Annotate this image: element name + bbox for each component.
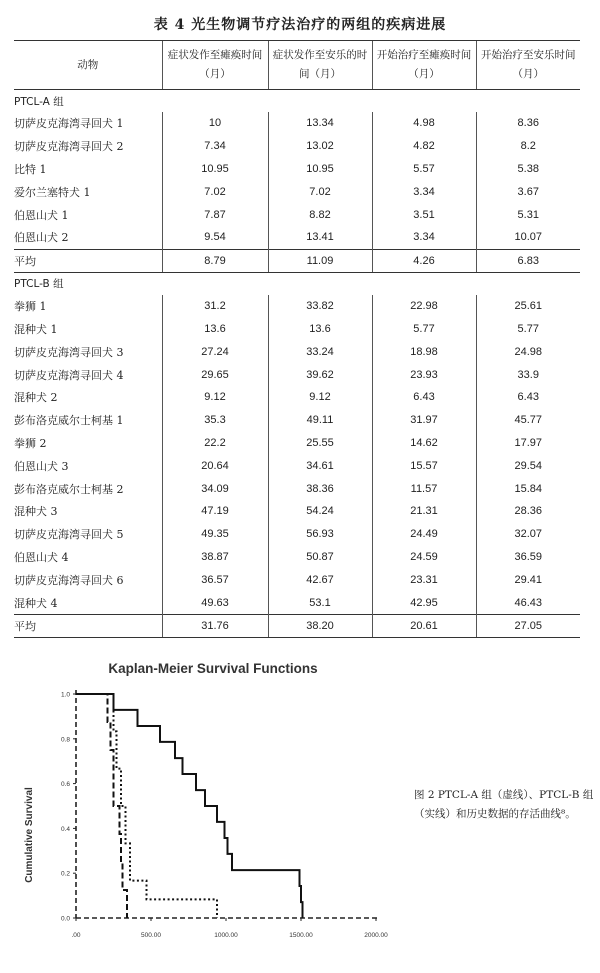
value-cell: 7.02 [268, 180, 372, 203]
average-value: 4.26 [372, 249, 476, 272]
value-cell: 27.24 [162, 340, 268, 363]
animal-name-cell: 拳狮 2 [14, 436, 47, 450]
value-cell: 5.38 [476, 158, 580, 181]
animal-name-cell: 混种犬 1 [14, 322, 58, 336]
header-treatment-to-paralysis: 开始治疗至瘫痪时间（月） [372, 41, 476, 90]
animal-name-cell: 混种犬 2 [14, 391, 58, 405]
value-cell: 56.93 [268, 523, 372, 546]
value-cell: 4.82 [372, 135, 476, 158]
value-cell: 21.31 [372, 500, 476, 523]
value-cell: 5.77 [372, 318, 476, 341]
group-label-row [14, 272, 580, 295]
value-cell: 18.98 [372, 340, 476, 363]
value-cell: 36.59 [476, 546, 580, 569]
table-row [14, 591, 580, 614]
value-cell: 38.36 [268, 477, 372, 500]
value-cell: 3.51 [372, 203, 476, 226]
value-cell: 7.34 [162, 135, 268, 158]
animal-name-cell: 切萨皮克海湾寻回犬 3 [14, 345, 124, 359]
survival-curve-dotted [76, 694, 217, 918]
progression-table [14, 40, 580, 638]
value-cell: 23.31 [372, 568, 476, 591]
x-tick-label: 2000.00 [364, 932, 388, 939]
value-cell: 24.98 [476, 340, 580, 363]
table-row [14, 454, 580, 477]
value-cell: 29.65 [162, 363, 268, 386]
table-header-row [14, 41, 580, 90]
value-cell: 13.02 [268, 135, 372, 158]
value-cell: 13.41 [268, 226, 372, 249]
value-cell: 29.41 [476, 568, 580, 591]
value-cell: 36.57 [162, 568, 268, 591]
animal-name-cell: 切萨皮克海湾寻回犬 6 [14, 573, 124, 587]
table-row [14, 432, 580, 455]
value-cell: 53.1 [268, 591, 372, 614]
value-cell: 29.54 [476, 454, 580, 477]
table-row [14, 568, 580, 591]
value-cell: 22.98 [372, 295, 476, 318]
value-cell: 13.34 [268, 112, 372, 135]
header-treatment-to-euthanasia: 开始治疗至安乐时间（月） [476, 41, 580, 90]
value-cell: 5.57 [372, 158, 476, 181]
kaplan-meier-chart [18, 650, 398, 950]
table-row [14, 180, 580, 203]
table-row [14, 409, 580, 432]
table-row [14, 363, 580, 386]
chart-title: Kaplan-Meier Survival Functions [108, 661, 318, 676]
group-label: PTCL-B 组 [14, 278, 64, 291]
value-cell: 25.55 [268, 432, 372, 455]
value-cell: 42.67 [268, 568, 372, 591]
value-cell: 22.2 [162, 432, 268, 455]
y-tick-label: 0.6 [60, 781, 70, 789]
animal-name-cell: 切萨皮克海湾寻回犬 5 [14, 528, 124, 542]
animal-name-cell: 切萨皮克海湾寻回犬 1 [14, 117, 124, 131]
value-cell: 32.07 [476, 523, 580, 546]
y-axis-label: Cumulative Survival [24, 787, 35, 883]
value-cell: 15.57 [372, 454, 476, 477]
header-onset-to-paralysis: 症状发作至瘫痪时间（月） [162, 41, 268, 90]
value-cell: 35.3 [162, 409, 268, 432]
chart-curves [76, 694, 303, 918]
y-tick-label: 0.0 [60, 915, 70, 923]
table-row [14, 203, 580, 226]
y-tick-label: 0.4 [60, 825, 70, 833]
value-cell: 10.95 [268, 158, 372, 181]
value-cell: 50.87 [268, 546, 372, 569]
x-tick-label: 1500.00 [289, 932, 313, 939]
value-cell: 24.49 [372, 523, 476, 546]
animal-name-cell: 伯恩山犬 2 [14, 231, 69, 245]
animal-name-cell: 彭布洛克威尔士柯基 2 [14, 482, 124, 496]
table-row [14, 386, 580, 409]
animal-name-cell: 切萨皮克海湾寻回犬 4 [14, 368, 124, 382]
average-value: 31.76 [162, 614, 268, 637]
animal-name-cell: 彭布洛克威尔士柯基 1 [14, 414, 124, 428]
value-cell: 33.24 [268, 340, 372, 363]
animal-name-cell: 伯恩山犬 1 [14, 208, 69, 222]
value-cell: 10 [162, 112, 268, 135]
value-cell: 20.64 [162, 454, 268, 477]
value-cell: 49.11 [268, 409, 372, 432]
table-row [14, 226, 580, 249]
average-row [14, 614, 580, 637]
average-label: 平均 [14, 614, 162, 637]
value-cell: 33.9 [476, 363, 580, 386]
value-cell: 54.24 [268, 500, 372, 523]
value-cell: 8.82 [268, 203, 372, 226]
animal-name-cell: 伯恩山犬 3 [14, 459, 69, 473]
value-cell: 28.36 [476, 500, 580, 523]
average-value: 38.20 [268, 614, 372, 637]
average-value: 20.61 [372, 614, 476, 637]
x-tick-label: 1000.00 [214, 932, 238, 939]
table-row [14, 546, 580, 569]
group-label: PTCL-A 组 [14, 95, 64, 108]
value-cell: 5.77 [476, 318, 580, 341]
table-row [14, 523, 580, 546]
animal-name-cell: 爱尔兰塞特犬 1 [14, 185, 91, 199]
x-tick-label: 500.00 [141, 932, 161, 939]
value-cell: 3.67 [476, 180, 580, 203]
value-cell: 49.63 [162, 591, 268, 614]
figure-caption: 图 2 PTCL-A 组（虚线）、PTCL-B 组（实线）和历史数据的存活曲线⁸。 [414, 789, 594, 820]
value-cell: 17.97 [476, 432, 580, 455]
value-cell: 7.02 [162, 180, 268, 203]
table-row [14, 340, 580, 363]
animal-name-cell: 混种犬 3 [14, 505, 58, 519]
y-tick-label: 0.2 [60, 870, 70, 878]
value-cell: 42.95 [372, 591, 476, 614]
average-row [14, 249, 580, 272]
table-row [14, 112, 580, 135]
header-onset-to-euthanasia: 症状发作至安乐的时间（月） [268, 41, 372, 90]
value-cell: 47.19 [162, 500, 268, 523]
value-cell: 9.12 [162, 386, 268, 409]
table-row [14, 158, 580, 181]
group-label-row [14, 90, 580, 113]
value-cell: 9.12 [268, 386, 372, 409]
table-row [14, 318, 580, 341]
average-value: 8.79 [162, 249, 268, 272]
value-cell: 8.2 [476, 135, 580, 158]
table-row [14, 295, 580, 318]
value-cell: 38.87 [162, 546, 268, 569]
value-cell: 33.82 [268, 295, 372, 318]
value-cell: 14.62 [372, 432, 476, 455]
table-body [14, 90, 580, 638]
animal-name-cell: 比特 1 [14, 162, 47, 176]
value-cell: 9.54 [162, 226, 268, 249]
value-cell: 4.98 [372, 112, 476, 135]
value-cell: 10.95 [162, 158, 268, 181]
value-cell: 13.6 [162, 318, 268, 341]
value-cell: 15.84 [476, 477, 580, 500]
value-cell: 6.43 [476, 386, 580, 409]
value-cell: 31.97 [372, 409, 476, 432]
average-value: 27.05 [476, 614, 580, 637]
value-cell: 7.87 [162, 203, 268, 226]
table-title: 表 4 光生物调节疗法治疗的两组的疾病进展 [153, 17, 447, 33]
value-cell: 34.09 [162, 477, 268, 500]
table-row [14, 500, 580, 523]
average-label: 平均 [14, 249, 162, 272]
value-cell: 6.43 [372, 386, 476, 409]
y-tick-label: 0.8 [60, 736, 70, 744]
value-cell: 34.61 [268, 454, 372, 477]
value-cell: 10.07 [476, 226, 580, 249]
header-animal: 动物 [14, 41, 162, 90]
value-cell: 45.77 [476, 409, 580, 432]
value-cell: 5.31 [476, 203, 580, 226]
value-cell: 25.61 [476, 295, 580, 318]
survival-curve-dashed [76, 694, 127, 918]
y-tick-label: 1.0 [60, 691, 70, 699]
value-cell: 23.93 [372, 363, 476, 386]
animal-name-cell: 伯恩山犬 4 [14, 550, 69, 564]
value-cell: 13.6 [268, 318, 372, 341]
average-value: 11.09 [268, 249, 372, 272]
value-cell: 39.62 [268, 363, 372, 386]
value-cell: 8.36 [476, 112, 580, 135]
table-row [14, 477, 580, 500]
value-cell: 3.34 [372, 226, 476, 249]
animal-name-cell: 拳狮 1 [14, 300, 47, 314]
value-cell: 46.43 [476, 591, 580, 614]
table-row [14, 135, 580, 158]
animal-name-cell: 混种犬 4 [14, 596, 58, 610]
value-cell: 31.2 [162, 295, 268, 318]
value-cell: 24.59 [372, 546, 476, 569]
average-value: 6.83 [476, 249, 580, 272]
value-cell: 49.35 [162, 523, 268, 546]
animal-name-cell: 切萨皮克海湾寻回犬 2 [14, 140, 124, 154]
value-cell: 11.57 [372, 477, 476, 500]
value-cell: 3.34 [372, 180, 476, 203]
x-tick-label: .00 [71, 932, 81, 939]
